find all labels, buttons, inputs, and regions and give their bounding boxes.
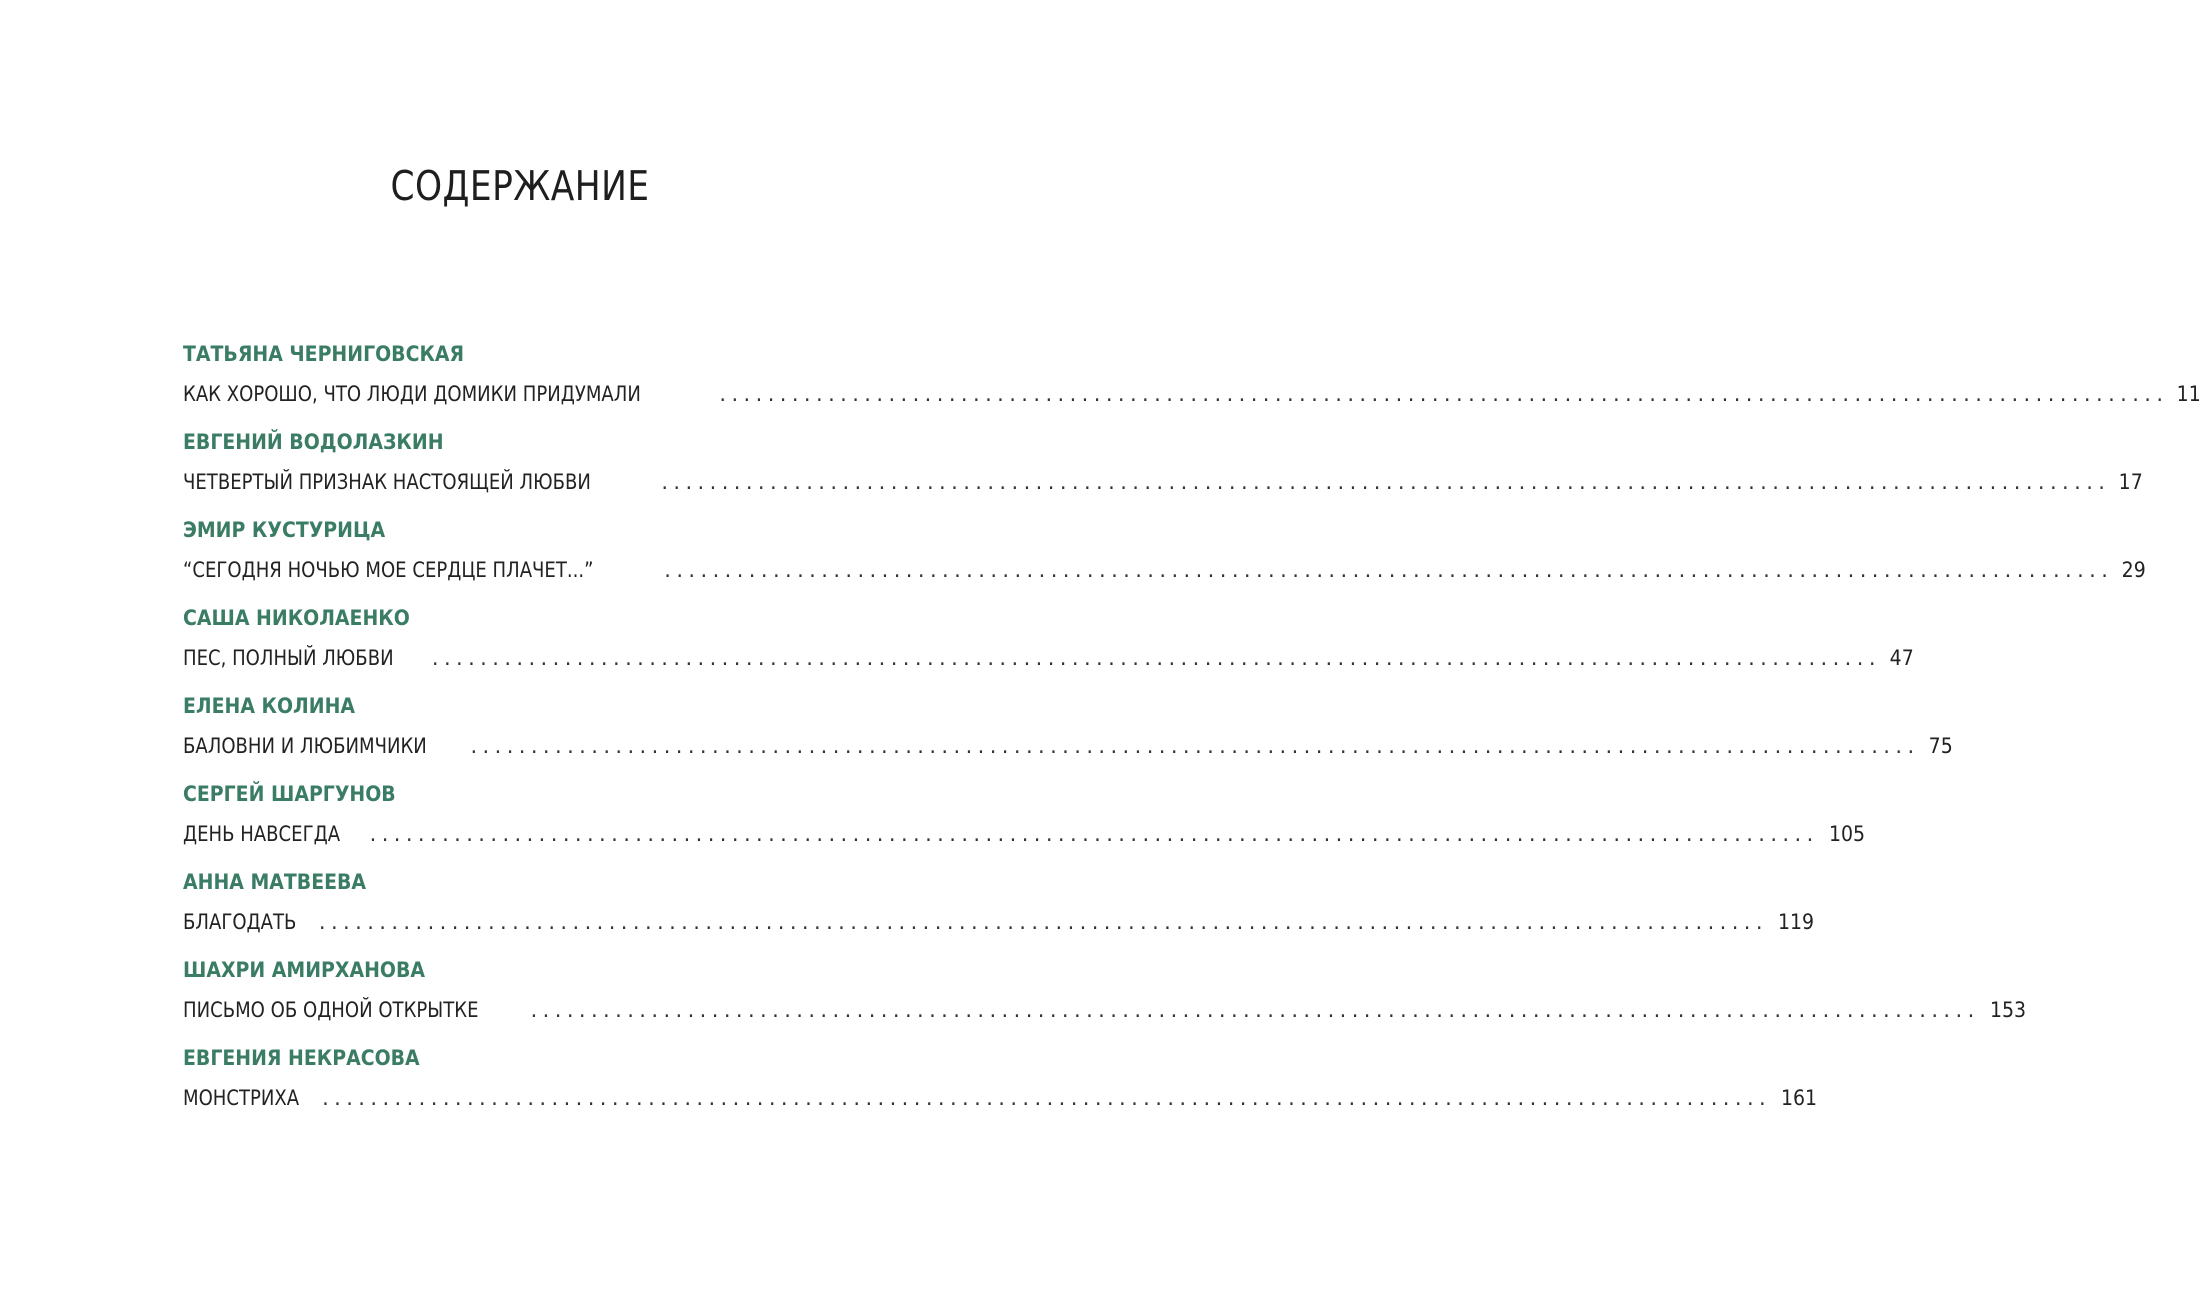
dot-leader: ........................................................................................................................ <box>318 910 1768 934</box>
story-title: ДЕНЬ НАВСЕГДА <box>183 822 341 846</box>
story-title: КАК ХОРОШО, ЧТО ЛЮДИ ДОМИКИ ПРИДУМАЛИ <box>183 382 641 406</box>
author-name: ЕЛЕНА КОЛИНА <box>183 694 356 718</box>
page-number: 153 <box>1989 998 2026 1022</box>
dot-leader: ........................................................................................................................ <box>530 998 1980 1022</box>
author-name: ТАТЬЯНА ЧЕРНИГОВСКАЯ <box>183 342 465 366</box>
dot-leader: ........................................................................................................................ <box>661 470 2111 494</box>
author-name: АННА МАТВЕЕВА <box>183 870 367 894</box>
page-number: 161 <box>1781 1086 1818 1110</box>
toc-line[interactable] <box>183 902 1815 942</box>
toc-entry <box>183 950 2026 1038</box>
page-number: 105 <box>1828 822 1865 846</box>
toc-line[interactable] <box>183 814 1865 854</box>
dot-leader: ........................................................................................................................ <box>431 646 1881 670</box>
toc-line[interactable] <box>183 374 2201 414</box>
dot-leader: ........................................................................................................................ <box>470 734 1920 758</box>
story-title: МОНСТРИХА <box>183 1086 300 1110</box>
toc-entry <box>183 334 2201 422</box>
toc-line[interactable] <box>183 550 2147 590</box>
toc-entry <box>183 862 1815 950</box>
toc-line[interactable] <box>183 1078 1818 1118</box>
story-title: “СЕГОДНЯ НОЧЬЮ МОЕ СЕРДЦЕ ПЛАЧЕТ...” <box>183 558 594 582</box>
author-name: ЭМИР КУСТУРИЦА <box>183 518 386 542</box>
author-name: ШАХРИ АМИРХАНОВА <box>183 958 426 982</box>
author-name: СЕРГЕЙ ШАРГУНОВ <box>183 782 396 806</box>
page-number: 29 <box>2122 558 2147 582</box>
toc-line[interactable] <box>183 726 1953 766</box>
toc-entry <box>183 1038 1818 1126</box>
story-title: ЧЕТВЕРТЫЙ ПРИЗНАК НАСТОЯЩЕЙ ЛЮБВИ <box>183 470 591 494</box>
story-title: БЛАГОДАТЬ <box>183 910 297 934</box>
page-number: 11 <box>2177 382 2201 406</box>
author-name: ЕВГЕНИЙ ВОДОЛАЗКИН <box>183 430 444 454</box>
page-number: 47 <box>1889 646 1914 670</box>
toc-line[interactable] <box>183 990 2026 1030</box>
toc-entry <box>183 774 1865 862</box>
story-title: ПЕС, ПОЛНЫЙ ЛЮБВИ <box>183 646 394 670</box>
story-title: БАЛОВНИ И ЛЮБИМЧИКИ <box>183 734 427 758</box>
page-number: 119 <box>1777 910 1815 934</box>
page-number: 17 <box>2119 470 2144 494</box>
dot-leader: ........................................................................................................................ <box>719 382 2169 406</box>
toc-entry <box>183 422 2144 510</box>
author-name: САША НИКОЛАЕНКО <box>183 606 410 630</box>
dot-leader: ........................................................................................................................ <box>369 822 1819 846</box>
toc-line[interactable] <box>183 462 2144 502</box>
author-name: ЕВГЕНИЯ НЕКРАСОВА <box>183 1046 420 1070</box>
toc-entry <box>183 686 1953 774</box>
dot-leader: ........................................................................................................................ <box>322 1086 1772 1110</box>
toc-entry <box>183 598 1914 686</box>
dot-leader: ........................................................................................................................ <box>664 558 2114 582</box>
page-title: СОДЕРЖАНИЕ <box>390 162 650 210</box>
toc-line[interactable] <box>183 638 1914 678</box>
story-title: ПИСЬМО ОБ ОДНОЙ ОТКРЫТКЕ <box>183 998 479 1022</box>
page-number: 75 <box>1928 734 1953 758</box>
toc-entry <box>183 510 2147 598</box>
table-of-contents <box>183 334 2201 1126</box>
